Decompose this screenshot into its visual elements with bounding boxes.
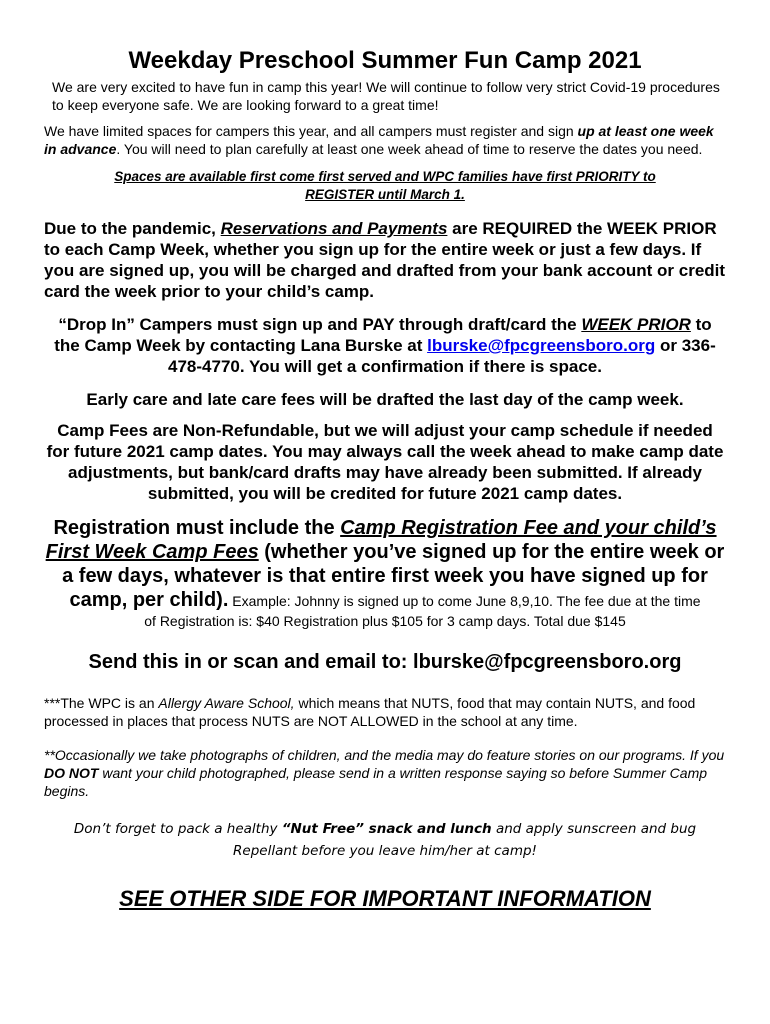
snack-reminder (44, 818, 726, 862)
registration-text-before: Registration must include the (53, 517, 341, 539)
snack-emphasis: “Nut Free” snack and lunch (281, 821, 492, 837)
limited-emphasis: up at least one week in advance (44, 123, 714, 157)
see-other-side-notice: SEE OTHER SIDE FOR IMPORTANT INFORMATION (119, 886, 651, 911)
registration-example-2: of Registration is: $40 Registration plus $105 for 3 camp days. Total due $145 (144, 613, 626, 629)
pandemic-paragraph (44, 218, 726, 302)
dropin-paragraph (44, 314, 726, 377)
photos-text-after: want your child photographed, please send in a written response saying so before Summer Camp begins. (44, 765, 708, 799)
dropin-emphasis: WEEK PRIOR (581, 315, 691, 334)
registration-text-after: (whether you’ve signed up for the entire week or a few days, whatever is that entire first week you have signed up for camp, per child). (62, 541, 725, 611)
fees-paragraph: Camp Fees are Non-Refundable, but we will adjust your camp schedule if needed for future 2021 camp dates. You may always call the week ahead to make camp date adjustments, but bank/card drafts may have already been submitted. If already submitted, you will be credited for future 2021 camp dates. (46, 421, 724, 503)
registration-emphasis: Camp Registration Fee and your child’s First Week Camp Fees (45, 517, 717, 563)
dropin-text-after: or 336-478-4770. You will get a confirmation if there is space. (168, 336, 716, 376)
page-title: Weekday Preschool Summer Fun Camp 2021 (128, 47, 642, 74)
allergy-paragraph (44, 694, 726, 730)
limited-text-before: We have limited spaces for campers this year, and all campers must register and sign (44, 123, 578, 139)
photos-emphasis: DO NOT (44, 765, 99, 781)
dropin-text-before: “Drop In” Campers must sign up and PAY through draft/card the (58, 315, 582, 334)
allergy-text-before: ***The WPC is an (44, 695, 159, 711)
send-email-line: Send this in or scan and email to: lburske@fpcgreensboro.org (88, 651, 682, 673)
pandemic-text-after: are REQUIRED the WEEK PRIOR to each Camp Week, whether you sign up for the entire week or just a few days. If you are signed up, you will be charged and drafted from your bank account or credit card the week prior to your child’s camp. (44, 219, 726, 301)
pandemic-emphasis: Reservations and Payments (220, 219, 448, 238)
dropin-text-middle: to the Camp Week by contacting Lana Burske at (54, 315, 712, 355)
spaces-notice: Spaces are available first come first served and WPC families have first PRIORITY to REGISTER until March 1. (114, 169, 656, 202)
intro-paragraph: We are very excited to have fun in camp this year! We will continue to follow very strict Covid-19 procedures to keep everyone safe. We are looking forward to a great time! (52, 79, 720, 113)
limited-text-after: . You will need to plan carefully at least one week ahead of time to reserve the dates you need. (116, 141, 703, 157)
registration-example-1: Example: Johnny is signed up to come June 8,9,10. The fee due at the time (228, 593, 701, 609)
allergy-text-after: which means that NUTS, food that may contain NUTS, and food processed in places that process NUTS are NOT ALLOWED in the school at any time. (44, 695, 696, 729)
limited-spaces-paragraph (44, 122, 726, 158)
early-care-paragraph: Early care and late care fees will be drafted the last day of the camp week. (86, 390, 684, 409)
allergy-emphasis: Allergy Aware School, (158, 695, 295, 711)
snack-text-after: and apply sunscreen and bug Repellant before you leave him/her at camp! (233, 821, 697, 859)
snack-text-before: Don’t forget to pack a healthy (73, 821, 282, 837)
photos-paragraph (44, 746, 726, 800)
contact-email-link[interactable]: lburske@fpcgreensboro.org (427, 336, 656, 355)
photos-text-before: **Occasionally we take photographs of children, and the media may do feature stories on our programs. If you (44, 747, 725, 763)
pandemic-text-before: Due to the pandemic, (44, 219, 221, 238)
registration-paragraph (44, 516, 726, 630)
